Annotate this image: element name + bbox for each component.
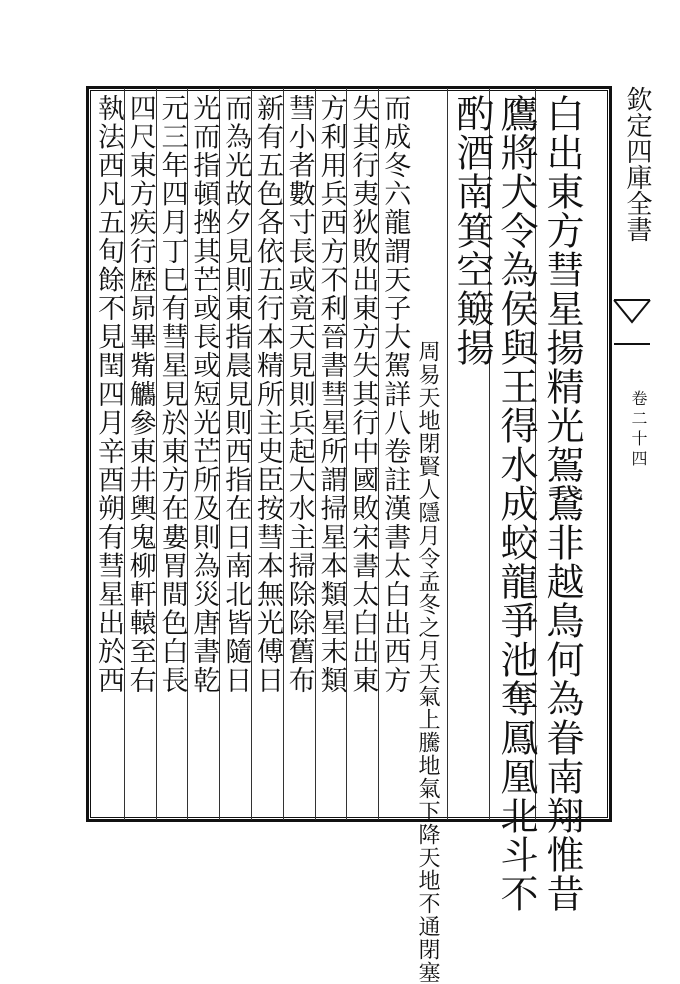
text-column: 光而指頓挫其芒或長或短光芒所及則為災唐書乾 [188,94,220,695]
text-column: 而成冬六龍謂天子大駕詳八卷註漢書太白出西方 [379,94,411,695]
fish-tail-mark [612,292,652,352]
text-column: 失其行夷狄敗出東方失其行中國敗宋書太白出東 [347,94,379,695]
gutter-volume: 卷二十四 [629,390,648,470]
text-column: 白出東方彗星揚精光鴐鵞非越鳥何為眷南翔惟昔 [540,94,584,913]
annotation-column: 周易天地閉賢人隱月令孟冬之月天氣上騰地氣下降天地不通閉塞 [415,340,440,984]
text-column: 執法西凡五旬餘不見閏四月辛酉朔有彗星出於西 [93,94,124,695]
text-column: 元三年四月丁巳有彗星見於東方在婁胃間色白長 [156,94,188,695]
text-column: 方利用兵西方不利晉書彗星所謂掃星本類星末類 [315,94,347,695]
text-column: 新有五色各依五行本精所主史臣按彗本無光傅日 [252,94,283,695]
text-column: 酌酒南箕空簸揚 [450,94,494,367]
column-rule [447,88,448,820]
text-column: 鷹將犬令為侯與王得水成蛟龍爭池奪鳳凰北斗不 [494,94,538,913]
text-column: 彗小者數寸長或竟天見則兵起大水主掃除除舊布 [283,94,315,695]
text-column: 四尺東方疾行歴昴畢觜觿參東井輿鬼柳軒轅至右 [124,94,156,695]
text-column: 而為光故夕見則東指晨見則西指在日南北皆隨日 [220,94,252,695]
gutter-title: 欽定四庫全書 [622,86,652,242]
